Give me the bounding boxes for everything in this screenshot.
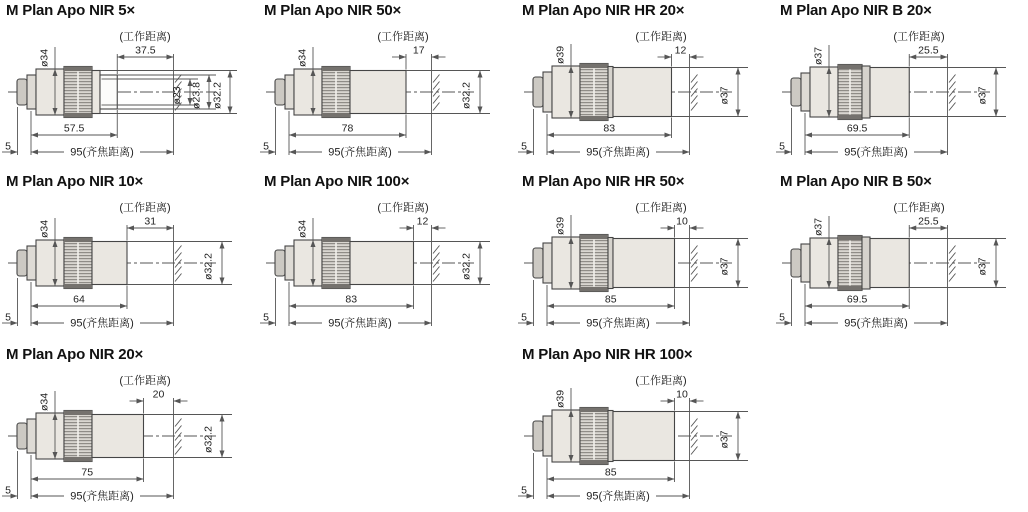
- dim-working-distance: 37.5: [135, 44, 156, 57]
- label-right-diameter-0: ø37: [718, 430, 731, 449]
- lens-body: [782, 236, 990, 291]
- lens-body: [782, 65, 990, 120]
- dim-parfocal-distance: 95(齐焦距离): [844, 317, 908, 330]
- dim-working-distance: 17: [412, 44, 425, 57]
- dim-flange-offset: 5: [5, 484, 11, 497]
- lens-title: M Plan Apo NIR 100×: [264, 173, 410, 190]
- label-right-diameter-0: ø32.2: [460, 82, 473, 109]
- dim-body-length: 78: [341, 122, 354, 135]
- dim-working-distance: 25.5: [918, 215, 939, 228]
- lens-diagram-cell: [774, 0, 1028, 170]
- label-right-diameter-0: ø37: [976, 257, 989, 276]
- label-top-diameter: ø37: [812, 217, 825, 237]
- dim-flange-offset: 5: [521, 140, 527, 153]
- dim-flange-offset: 5: [521, 484, 527, 497]
- lens-title: M Plan Apo NIR B 20×: [780, 2, 932, 19]
- lens-diagram-cell: [0, 171, 254, 341]
- dim-body-length: 85: [604, 466, 617, 479]
- lens-title: M Plan Apo NIR 10×: [6, 173, 144, 190]
- lens-drawing: [516, 344, 770, 512]
- label-right-diameter-0: ø23: [171, 86, 183, 105]
- dim-flange-offset: 5: [779, 311, 785, 324]
- dim-flange-offset: 5: [5, 140, 11, 153]
- dim-body-length: 64: [73, 293, 85, 306]
- label-right-diameter-0: ø37: [718, 86, 731, 105]
- dim-parfocal-distance: 95(齐焦距离): [70, 317, 134, 330]
- dim-flange-offset: 5: [779, 140, 785, 153]
- lens-drawing: [258, 0, 512, 170]
- lens-diagram-cell: [516, 0, 770, 170]
- dim-parfocal-distance: 95(齐焦距离): [586, 317, 650, 330]
- dim-parfocal-distance: 95(齐焦距离): [844, 146, 908, 159]
- label-working-distance: (工作距离): [377, 202, 429, 214]
- lens-drawing: [774, 171, 1028, 341]
- label-working-distance: (工作距离): [119, 202, 171, 214]
- dim-working-distance: 12: [416, 215, 429, 228]
- dim-flange-offset: 5: [521, 311, 527, 324]
- label-top-diameter: ø34: [38, 48, 51, 68]
- lens-body: [8, 411, 216, 462]
- lens-title: M Plan Apo NIR 50×: [264, 2, 402, 19]
- lens-diagram-cell: [0, 0, 254, 170]
- label-working-distance: (工作距离): [893, 202, 945, 214]
- dim-working-distance: 12: [674, 44, 687, 57]
- label-top-diameter: ø34: [296, 48, 309, 68]
- lens-title: M Plan Apo NIR 20×: [6, 346, 144, 363]
- dim-working-distance: 10: [676, 388, 688, 401]
- dim-body-length: 85: [604, 293, 617, 306]
- label-working-distance: (工作距离): [893, 31, 945, 43]
- label-top-diameter: ø34: [38, 219, 51, 239]
- label-right-diameter-0: ø37: [718, 257, 731, 276]
- lens-drawing: [0, 344, 254, 512]
- dim-body-length: 69.5: [846, 293, 868, 306]
- dim-working-distance: 25.5: [918, 44, 939, 57]
- lens-drawing: [0, 0, 254, 170]
- label-right-diameter-0: ø32.2: [460, 253, 473, 280]
- dim-parfocal-distance: 95(齐焦距离): [586, 146, 650, 159]
- lens-title: M Plan Apo NIR HR 100×: [522, 346, 693, 363]
- lens-diagram-cell: [258, 171, 512, 341]
- lens-title: M Plan Apo NIR 5×: [6, 2, 135, 19]
- label-right-diameter-0: ø32.2: [202, 253, 215, 280]
- dim-flange-offset: 5: [263, 140, 269, 153]
- label-working-distance: (工作距离): [119, 31, 171, 43]
- label-right-diameter-1: ø23.8: [190, 82, 203, 109]
- dim-working-distance: 31: [144, 215, 157, 228]
- dim-parfocal-distance: 95(齐焦距离): [70, 490, 134, 503]
- dim-body-length: 83: [345, 293, 358, 306]
- dim-parfocal-distance: 95(齐焦距离): [70, 146, 134, 159]
- label-top-diameter: ø37: [812, 46, 825, 66]
- label-working-distance: (工作距离): [119, 375, 171, 387]
- label-top-diameter: ø39: [554, 216, 567, 236]
- label-right-diameter-0: ø32.2: [202, 426, 215, 453]
- lens-body: [524, 235, 732, 292]
- lens-title: M Plan Apo NIR HR 20×: [522, 2, 685, 19]
- label-top-diameter: ø39: [554, 389, 567, 409]
- dim-parfocal-distance: 95(齐焦距离): [328, 317, 392, 330]
- lens-title: M Plan Apo NIR HR 50×: [522, 173, 685, 190]
- dim-body-length: 69.5: [846, 122, 868, 135]
- label-top-diameter: ø34: [38, 392, 51, 412]
- lens-drawing: [0, 171, 254, 341]
- label-top-diameter: ø34: [296, 219, 309, 239]
- lens-diagram-cell: [0, 344, 254, 512]
- dim-body-length: 75: [81, 466, 94, 479]
- lens-drawing: [258, 171, 512, 341]
- label-working-distance: (工作距离): [377, 31, 429, 43]
- lens-drawing: [774, 0, 1028, 170]
- dim-parfocal-distance: 95(齐焦距离): [586, 490, 650, 503]
- dim-body-length: 57.5: [63, 122, 85, 135]
- lens-diagram-cell: [516, 344, 770, 512]
- dim-body-length: 83: [603, 122, 616, 135]
- dim-flange-offset: 5: [263, 311, 269, 324]
- label-top-diameter: ø39: [554, 45, 567, 65]
- lens-diagram-cell: [258, 0, 512, 170]
- lens-body: [8, 67, 216, 118]
- label-working-distance: (工作距离): [635, 31, 687, 43]
- lens-title: M Plan Apo NIR B 50×: [780, 173, 932, 190]
- label-working-distance: (工作距离): [635, 202, 687, 214]
- dim-working-distance: 10: [676, 215, 688, 228]
- dim-working-distance: 20: [152, 388, 165, 401]
- dim-parfocal-distance: 95(齐焦距离): [328, 146, 392, 159]
- label-right-diameter-0: ø37: [976, 86, 989, 105]
- lens-drawing: [516, 171, 770, 341]
- lens-diagram-cell: [516, 171, 770, 341]
- label-right-diameter-2: ø32.2: [211, 82, 224, 109]
- dim-flange-offset: 5: [5, 311, 11, 324]
- label-working-distance: (工作距离): [635, 375, 687, 387]
- lens-body: [524, 64, 732, 121]
- lens-body: [266, 238, 474, 289]
- lens-diagram-cell: [774, 171, 1028, 341]
- lens-drawing: [516, 0, 770, 170]
- lens-body: [524, 408, 732, 465]
- lens-body: [266, 67, 474, 118]
- lens-body: [8, 238, 216, 289]
